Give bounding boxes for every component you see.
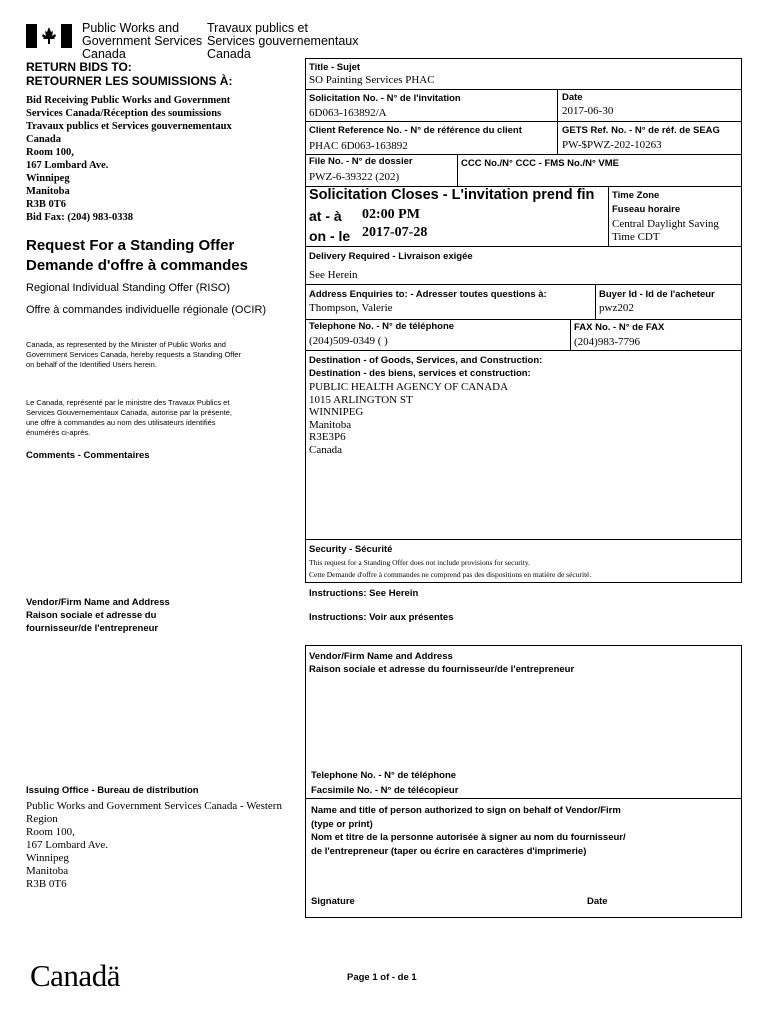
closing-time-value: 02:00 PM — [362, 207, 420, 222]
vendor-firm-label-left: Vendor/Firm Name and Address Raison sociale et adresse du fournisseur/de l'entrepreneur — [26, 597, 170, 634]
destination-label: Destination - of Goods, Services, and Construction: Destination - des biens, services et construction: — [309, 355, 543, 379]
time-zone-value: Central Daylight Saving Time CDT — [612, 218, 719, 243]
request-paragraph-fr: Le Canada, représenté par le ministre des Travaux Publics et Services Gouvernementaux Canada, autorise par la présente, une offre à commandes au nom des utilisateurs identifiés énumérés ci-après. — [26, 398, 232, 437]
gets-ref-value: PW-$PWZ-202-10263 — [562, 139, 662, 151]
vendor-firm-box — [305, 645, 742, 918]
offer-type-en: Regional Individual Standing Offer (RISO) — [26, 282, 231, 294]
authorized-person-label: Name and title of person authorized to sign on behalf of Vendor/Firm (type or print) Nom et titre de la personne autorisée à signer au nom du fournisseur/ de l'entrepreneur (taper ou écrire en caractères d'imprimerie) — [311, 805, 626, 857]
gets-ref-label: GETS Ref. No. - N° de réf. de SEAG — [562, 125, 720, 136]
solicitation-no-label: Solicitation No. - N° de l'invitation — [309, 93, 461, 104]
vendor-firm-label: Vendor/Firm Name and Address Raison sociale et adresse du fournisseur/de l'entrepreneur — [309, 651, 575, 675]
on-label: on - le — [309, 228, 351, 244]
canada-wordmark: Canadä — [30, 958, 120, 993]
page-number: Page 1 of - de 1 — [347, 972, 417, 983]
return-bids-title: RETURN BIDS TO: RETOURNER LES SOUMISSIONS À: — [26, 60, 233, 88]
request-paragraph-en: Canada, as represented by the Minister of Public Works and Government Services Canada, hereby requests a Standing Offer on behalf of the Identified Users herein. — [26, 340, 241, 369]
date-label: Date — [562, 92, 583, 103]
time-zone-label-en: Time Zone — [612, 190, 660, 201]
ccc-no-label: CCC No./N° CCC - FMS No./N° VME — [461, 158, 620, 169]
client-ref-value: PHAC 6D063-163892 — [309, 140, 408, 152]
instructions-fr: Instructions: Voir aux présentes — [309, 612, 454, 623]
telephone-label: Telephone No. - N° de téléphone — [309, 321, 455, 332]
fax-value: (204)983-7796 — [574, 336, 640, 348]
security-label: Security - Sécurité — [309, 544, 393, 555]
signature-label: Signature — [311, 896, 355, 907]
title-value: SO Painting Services PHAC — [309, 74, 435, 86]
offer-type-fr: Offre à commandes individuelle régionale (OCIR) — [26, 304, 267, 316]
closing-date-value: 2017-07-28 — [362, 225, 428, 240]
issuing-office-label: Issuing Office - Bureau de distribution — [26, 785, 199, 796]
client-ref-label: Client Reference No. - N° de référence du client — [309, 125, 522, 136]
destination-value: PUBLIC HEALTH AGENCY OF CANADA 1015 ARLINGTON ST WINNIPEG Manitoba R3E3P6 Canada — [309, 381, 509, 456]
address-enquiries-value: Thompson, Valerie — [309, 302, 393, 314]
security-value: This request for a Standing Offer does not include provisions for security. Cette Demande d'offre à commandes ne comprend pas des dispositions en matière de sécurité. — [309, 558, 592, 579]
solicitation-closes-label: Solicitation Closes - L'invitation prend fin — [309, 187, 595, 203]
department-name-en: Public Works and Government Services Canada — [82, 21, 203, 61]
delivery-required-value: See Herein — [309, 269, 358, 281]
signature-date-label: Date — [587, 896, 608, 907]
request-title: Request For a Standing Offer Demande d'offre à commandes — [26, 237, 248, 274]
instructions-en: Instructions: See Herein — [309, 588, 419, 599]
delivery-required-label: Delivery Required - Livraison exigée — [309, 251, 473, 262]
title-label: Title - Sujet — [309, 62, 361, 73]
fax-label: FAX No. - N° de FAX — [574, 322, 665, 333]
department-name-fr: Travaux publics et Services gouvernementaux Canada — [207, 21, 359, 61]
solicitation-no-value: 6D063-163892/A — [309, 107, 387, 119]
file-no-value: PWZ-6-39322 (202) — [309, 171, 400, 183]
issuing-office-address: Public Works and Government Services Canada - Western Region Room 100, 167 Lombard Ave. Winnipeg Manitoba R3B 0T6 — [26, 800, 282, 890]
buyer-id-label: Buyer Id - Id de l'acheteur — [599, 289, 715, 300]
telephone-value: (204)509-0349 ( ) — [309, 335, 388, 347]
at-label: at - à — [309, 208, 342, 224]
comments-label: Comments - Commentaires — [26, 450, 150, 461]
time-zone-label-fr: Fuseau horaire — [612, 204, 681, 215]
address-enquiries-label: Address Enquiries to: - Adresser toutes questions à: — [309, 289, 547, 300]
file-no-label: File No. - N° de dossier — [309, 156, 413, 167]
date-value: 2017-06-30 — [562, 105, 614, 117]
bid-receiving-address: Bid Receiving Public Works and Government Services Canada/Réception des soumissions Travaux publics et Services gouvernementaux Canada Room 100, 167 Lombard Ave. Winnipeg Manitoba R3B 0T6 Bid Fax: (204) 983-0338 — [26, 95, 232, 223]
vendor-telephone-label: Telephone No. - N° de téléphone — [311, 770, 457, 781]
canada-flag-icon — [26, 24, 72, 48]
buyer-id-value: pwz202 — [599, 302, 634, 314]
vendor-facsimile-label: Facsimile No. - N° de télécopieur — [311, 785, 459, 796]
